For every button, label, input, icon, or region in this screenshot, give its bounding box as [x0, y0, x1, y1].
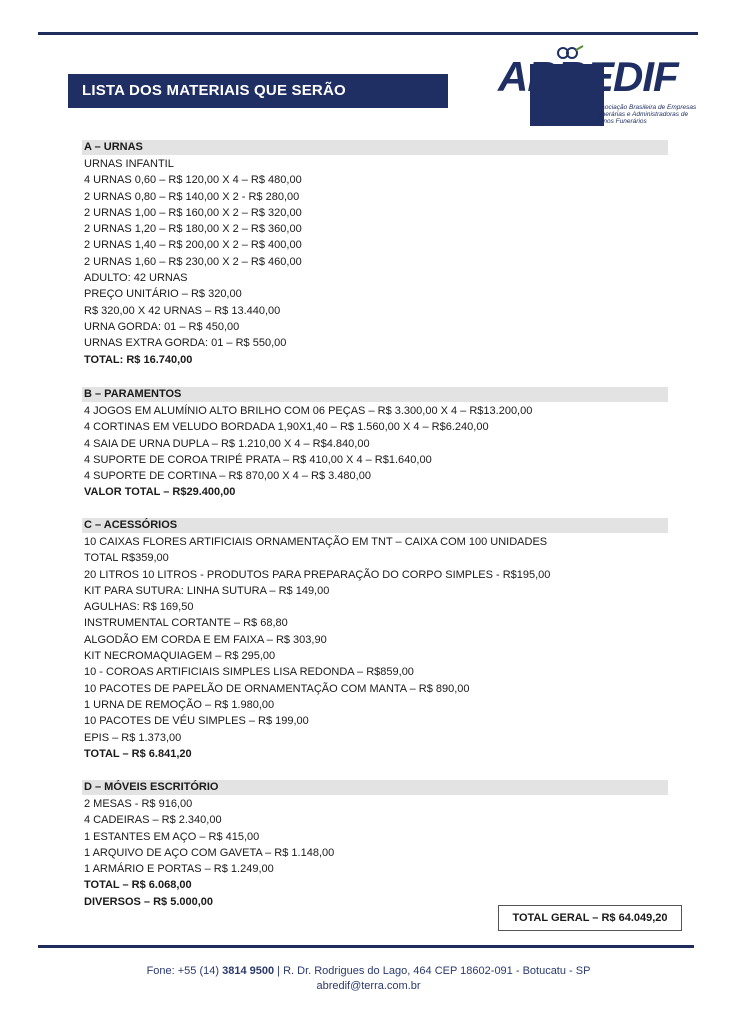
list-item: 2 URNAS 1,40 – R$ 200,00 X 2 – R$ 400,00 [84, 239, 302, 252]
footer [0, 964, 737, 994]
footer-address: | R. Dr. Rodrigues do Lago, 464 CEP 18602-091 - Botucatu - SP [274, 965, 591, 977]
list-item: 1 URNA DE REMOÇÃO – R$ 1.980,00 [84, 698, 275, 711]
section-heading: C – ACESSÓRIOS [82, 518, 668, 533]
logo-wordmark: ABREDIF [498, 53, 678, 100]
list-item: 4 SUPORTE DE CORTINA – R$ 870,00 X 4 – R$ 3.480,00 [84, 470, 371, 483]
list-item: 2 URNAS 1,60 – R$ 230,00 X 2 – R$ 460,00 [84, 255, 302, 268]
section-heading: A – URNAS [82, 140, 668, 155]
footer-phone-prefix: Fone: +55 (14) [146, 965, 223, 977]
list-item: 1 ARQUIVO DE AÇO COM GAVETA – R$ 1.148,00 [84, 846, 335, 859]
abredif-logo [496, 44, 706, 130]
list-item: 4 URNAS 0,60 – R$ 120,00 X 4 – R$ 480,00 [84, 174, 302, 187]
list-item: 2 URNAS 1,20 – R$ 180,00 X 2 – R$ 360,00 [84, 223, 302, 236]
section-lines [82, 796, 668, 910]
list-item: 1 ARMÁRIO E PORTAS – R$ 1.249,00 [84, 863, 274, 876]
section-total-line: TOTAL – R$ 6.068,00 [84, 879, 192, 892]
list-item: 10 PACOTES DE VÉU SIMPLES – R$ 199,00 [84, 715, 309, 728]
list-item: AGULHAS: R$ 169,50 [84, 601, 194, 614]
logo-subtitle: Associação Brasileira de Empresas Funerárias e Administradoras de Planos Funerários [594, 104, 697, 125]
list-item: 10 CAIXAS FLORES ARTIFICIAIS ORNAMENTAÇÃO EM TNT – CAIXA COM 100 UNIDADES [84, 536, 548, 548]
page-title: LISTA DOS MATERIAIS QUE SERÃO ADQUIRIDOS: [68, 74, 448, 108]
section-urnas [82, 140, 668, 368]
section-lines [82, 403, 668, 501]
section-paramentos [82, 387, 668, 501]
list-item: 4 SUPORTE DE COROA TRIPÉ PRATA – R$ 410,00 X 4 – R$1.640,00 [84, 453, 432, 466]
list-item: KIT PARA SUTURA: LINHA SUTURA – R$ 149,00 [84, 584, 330, 597]
section-heading: D – MÓVEIS ESCRITÓRIO [82, 780, 668, 795]
list-item: KIT NECROMAQUIAGEM – R$ 295,00 [84, 650, 276, 663]
list-item: 4 CORTINAS EM VELUDO BORDADA 1,90X1,40 – R$ 1.560,00 X 4 – R$6.240,00 [84, 421, 489, 434]
section-moveis-escritorio [82, 780, 668, 910]
footer-phone-number: 3814 9500 [222, 965, 275, 977]
list-item: URNAS INFANTIL [84, 158, 174, 170]
list-item: TOTAL R$359,00 [84, 552, 169, 565]
section-total-line: VALOR TOTAL – R$29.400,00 [84, 486, 236, 499]
total-geral-box: TOTAL GERAL – R$ 64.049,20 [498, 905, 682, 931]
list-item: 2 MESAS - R$ 916,00 [84, 798, 193, 810]
section-heading: B – PARAMENTOS [82, 387, 668, 402]
footer-contact-line [0, 964, 737, 979]
list-item: 20 LITROS 10 LITROS - PRODUTOS PARA PREPARAÇÃO DO CORPO SIMPLES - R$195,00 [84, 568, 551, 581]
list-item: URNA GORDA: 01 – R$ 450,00 [84, 320, 240, 333]
section-acessorios [82, 518, 668, 762]
list-item: URNAS EXTRA GORDA: 01 – R$ 550,00 [84, 337, 287, 350]
section-total-line: DIVERSOS – R$ 5.000,00 [84, 895, 214, 908]
list-item: R$ 320,00 X 42 URNAS – R$ 13.440,00 [84, 304, 281, 317]
list-item: INSTRUMENTAL CORTANTE – R$ 68,80 [84, 617, 288, 630]
list-item: 2 URNAS 1,00 – R$ 160,00 X 2 – R$ 320,00 [84, 206, 302, 219]
list-item: 4 SAIA DE URNA DUPLA – R$ 1.210,00 X 4 – R$4.840,00 [84, 437, 370, 450]
list-item: EPIS – R$ 1.373,00 [84, 731, 182, 744]
list-item: ADULTO: 42 URNAS [84, 272, 188, 285]
list-item: 10 PACOTES DE PAPELÃO DE ORNAMENTAÇÃO COM MANTA – R$ 890,00 [84, 682, 470, 695]
bottom-rule [38, 945, 694, 948]
list-item: 4 CADEIRAS – R$ 2.340,00 [84, 814, 222, 827]
footer-email: abredif@terra.com.br [316, 980, 421, 992]
section-total-line: TOTAL: R$ 16.740,00 [84, 353, 193, 366]
top-rule [38, 32, 698, 35]
list-item: 4 JOGOS EM ALUMÍNIO ALTO BRILHO COM 06 PEÇAS – R$ 3.300,00 X 4 – R$13.200,00 [84, 405, 533, 417]
list-item: 10 - COROAS ARTIFICIAIS SIMPLES LISA REDONDA – R$859,00 [84, 666, 414, 679]
list-item: PREÇO UNITÁRIO – R$ 320,00 [84, 288, 242, 301]
section-lines [82, 156, 668, 368]
list-item: ALGODÃO EM CORDA E EM FAIXA – R$ 303,90 [84, 633, 327, 646]
section-total-line: TOTAL – R$ 6.841,20 [84, 747, 192, 760]
section-lines [82, 534, 668, 762]
list-item: 2 URNAS 0,80 – R$ 140,00 X 2 - R$ 280,00 [84, 190, 300, 203]
list-item: 1 ESTANTES EM AÇO – R$ 415,00 [84, 830, 260, 843]
